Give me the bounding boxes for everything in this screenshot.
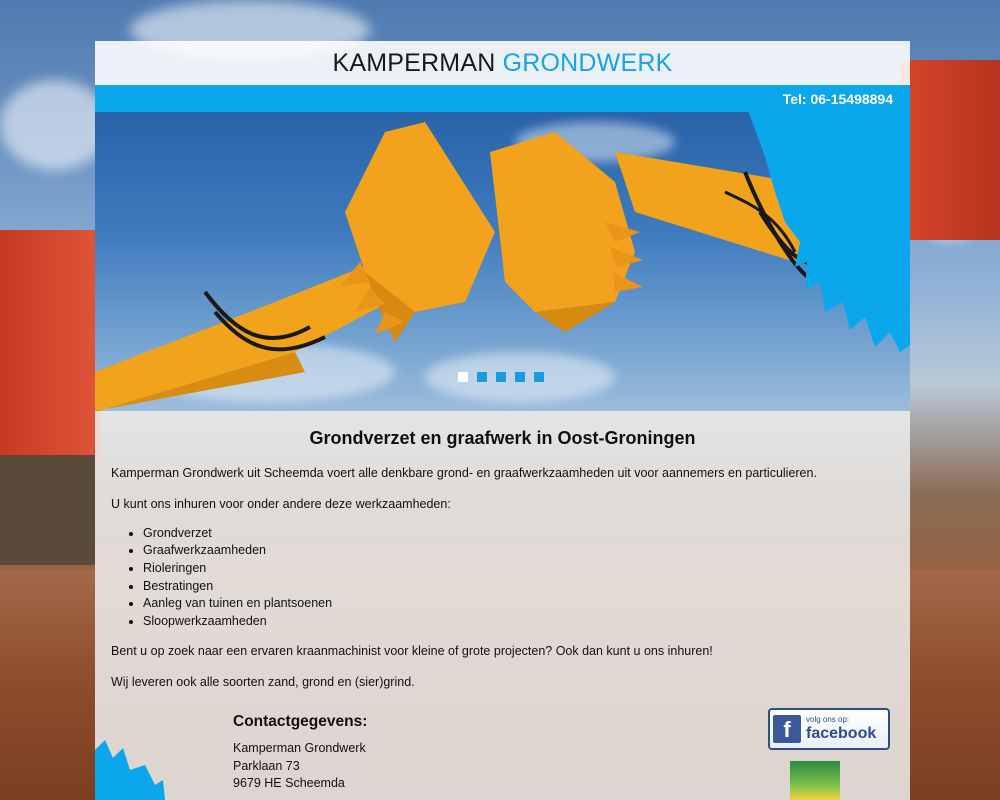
list-item: • Bestratingen — [143, 578, 894, 596]
facebook-icon: f — [773, 715, 801, 743]
intro-paragraph: Kamperman Grondwerk uit Scheemda voert alle denkbare grond- en graafwerkzaamheden uit voor aannemers en particulieren. — [111, 466, 817, 480]
facebook-wordmark: facebook — [806, 725, 877, 743]
site-header — [95, 41, 910, 85]
phone-bar — [95, 85, 910, 112]
background-cloud — [0, 80, 110, 170]
list-item: • Aanleg van tuinen en plantsoenen — [143, 595, 894, 613]
facebook-follow-button[interactable] — [768, 708, 890, 750]
site-logo[interactable] — [333, 49, 673, 78]
supply-paragraph: Wij leveren ook alle soorten zand, grond en (sier)grind. — [111, 674, 415, 689]
background-excavator-track — [0, 455, 95, 565]
page-container — [95, 41, 910, 800]
contact-city: 9679 HE Scheemda — [233, 776, 345, 791]
slider-dot[interactable] — [458, 372, 468, 382]
phone-number[interactable]: Tel: 06-15498894 — [782, 90, 893, 107]
background-excavator-arm — [0, 230, 100, 460]
slider-dot[interactable] — [534, 372, 544, 382]
facebook-text — [806, 716, 876, 742]
services-intro: U kunt ons inhuren voor onder andere deze werkzaamheden: — [111, 497, 451, 512]
main-content — [95, 411, 910, 800]
slider-dot[interactable] — [496, 372, 506, 382]
blue-splash-decoration — [95, 740, 165, 800]
contact-street: Parklaan 73 — [233, 758, 300, 773]
image-slider[interactable] — [95, 112, 910, 411]
contact-section — [111, 713, 894, 793]
background-excavator-arm — [900, 60, 1000, 240]
blue-splash-decoration — [725, 112, 910, 362]
contact-heading: Contactgegevens: — [233, 713, 368, 731]
slider-dot[interactable] — [515, 372, 525, 382]
facebook-follow-label: volg ons op: — [806, 715, 850, 725]
logo-text-accent: GRONDWERK — [502, 48, 673, 77]
partner-badge-image[interactable] — [790, 761, 840, 800]
slider-dot[interactable] — [477, 372, 487, 382]
logo-text-primary: KAMPERMAN — [332, 48, 496, 77]
list-item: • Sloopwerkzaamheden — [143, 613, 894, 631]
slider-pagination — [458, 372, 544, 382]
list-item: • Rioleringen — [143, 560, 894, 578]
contact-company: Kamperman Grondwerk — [233, 741, 366, 756]
services-list — [143, 525, 894, 631]
list-item: • Graafwerkzaamheden — [143, 542, 894, 560]
crane-paragraph: Bent u op zoek naar een ervaren kraanmachinist voor kleine of grote projecten? Ook dan kunt u ons inhuren! — [111, 643, 713, 658]
list-item: • Grondverzet — [143, 525, 894, 543]
page-title: Grondverzet en graafwerk in Oost-Groningen — [309, 428, 696, 448]
